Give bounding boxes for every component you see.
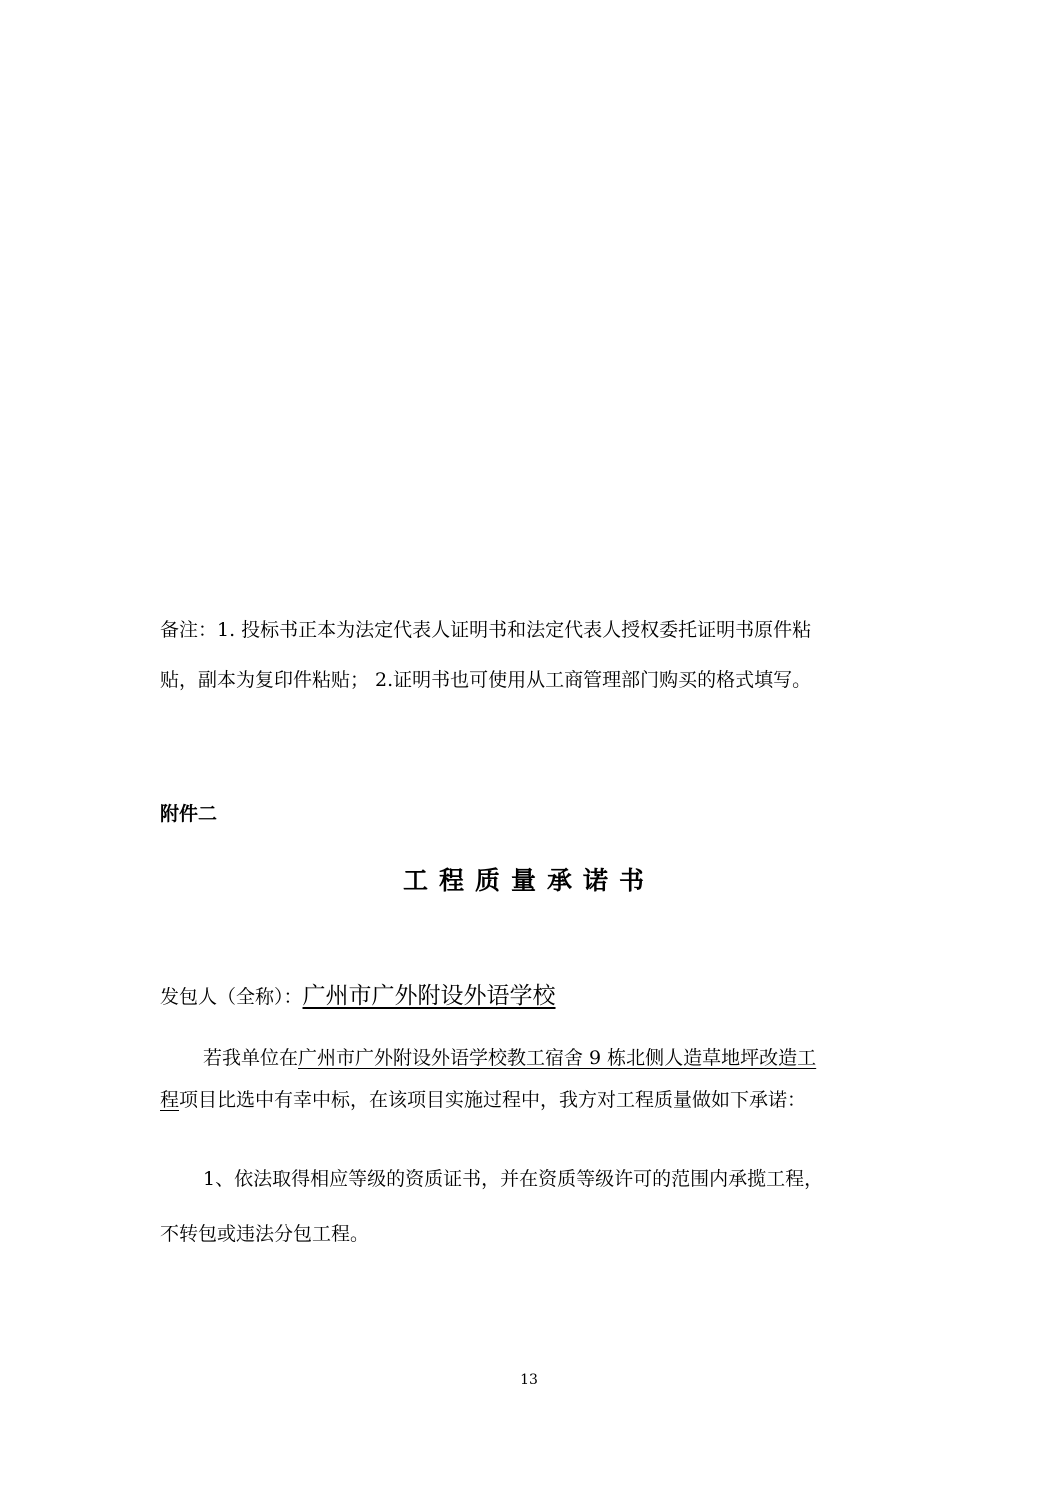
employer-line: [160, 983, 556, 1010]
remark-line-2: 贴，副本为复印件粘贴； 2.证明书也可使用从工商管理部门购买的格式填写。: [160, 669, 812, 691]
commitment-item-1-line-1: 1、依法取得相应等级的资质证书，并在资质等级许可的范围内承揽工程，: [203, 1168, 824, 1190]
document-title: 工程质量承诺书: [402, 866, 655, 895]
commitment-intro-prefix: 若我单位在: [203, 1047, 299, 1069]
appendix-label: 附件二: [160, 803, 218, 825]
employer-label: 发包人（全称）：: [160, 986, 303, 1008]
project-name-part-2: 程: [160, 1089, 180, 1111]
project-name-part-1: 广州市广外附设外语学校教工宿舍 9 栋北侧人造草地坪改造工: [298, 1047, 817, 1069]
page-number: 13: [520, 1372, 538, 1388]
commitment-intro-line-2: [160, 1087, 806, 1113]
commitment-intro-line-1: [203, 1045, 816, 1071]
remark-line-1: 备注：1. 投标书正本为法定代表人证明书和法定代表人授权委托证明书原件粘: [160, 619, 812, 641]
employer-name: 广州市广外附设外语学校: [302, 983, 556, 1009]
commitment-item-1-line-2: 不转包或违法分包工程。: [160, 1223, 370, 1245]
commitment-intro-suffix: 项目比选中有幸中标，在该项目实施过程中，我方对工程质量做如下承诺：: [179, 1089, 807, 1111]
